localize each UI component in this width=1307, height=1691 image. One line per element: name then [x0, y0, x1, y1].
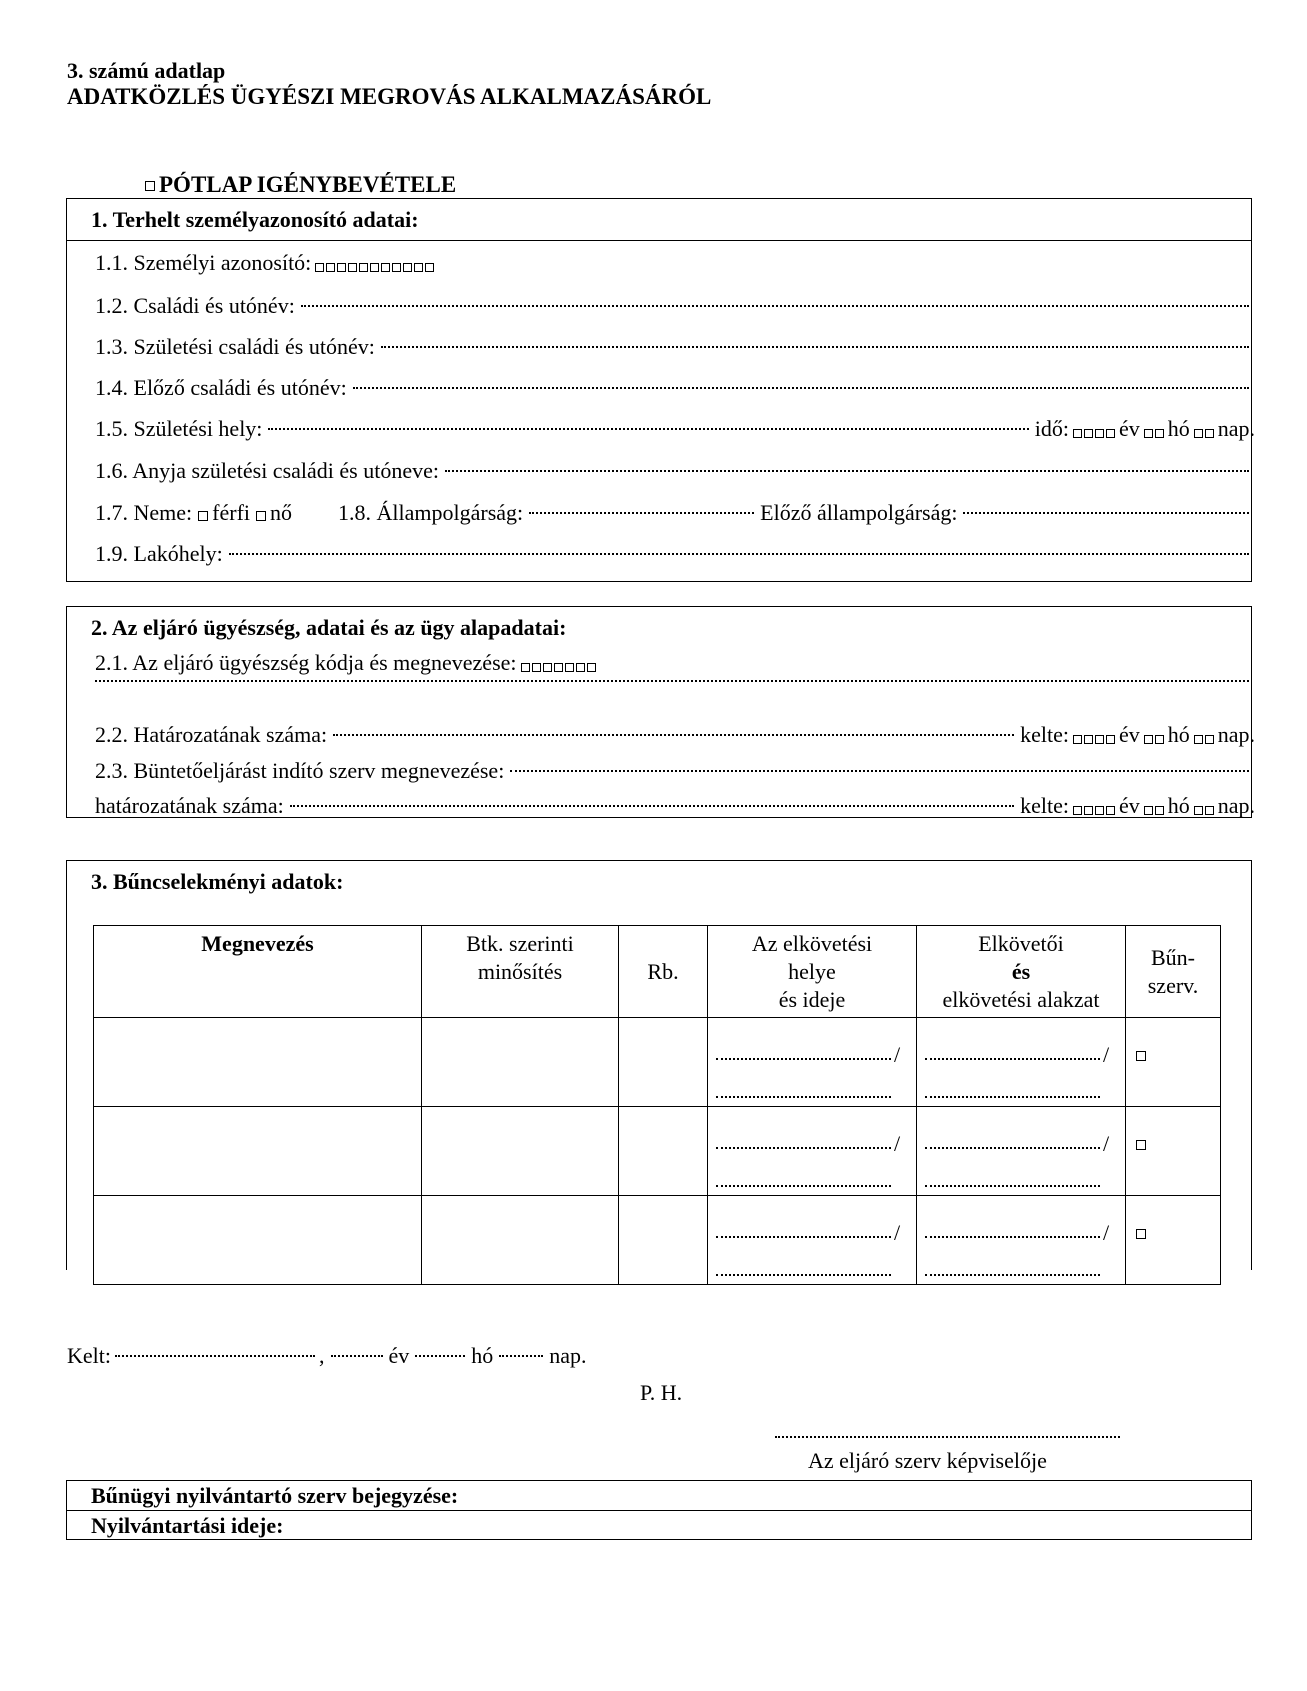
- decision-date-label: kelte:: [1020, 722, 1069, 747]
- month-label: hó: [471, 1343, 494, 1368]
- field-prosecution-code[interactable]: [95, 650, 1255, 680]
- signature-caption: Az eljáró szerv képviselője: [808, 1448, 1047, 1473]
- field-prosecution-name[interactable]: [95, 686, 1255, 716]
- slash: /: [894, 1220, 901, 1245]
- offence-table-header: [94, 926, 1221, 1018]
- col-criminal-org: Bűn- szerv.: [1126, 926, 1221, 1018]
- year-label: év: [1118, 722, 1140, 747]
- field-birth-name[interactable]: [95, 334, 1255, 364]
- day-label: nap.: [1217, 793, 1255, 818]
- decision-number-label: 2.2. Határozatának száma:: [95, 722, 328, 747]
- supplement-option[interactable]: [145, 172, 456, 198]
- female-label: nő: [270, 500, 293, 525]
- cell-classification[interactable]: [422, 1107, 619, 1196]
- prev-citizenship-label: Előző állampolgárság:: [760, 500, 958, 525]
- section3-left-border: [66, 860, 67, 1270]
- field-sex-citizenship[interactable]: [95, 500, 1255, 530]
- slash: /: [894, 1131, 901, 1156]
- slash: /: [894, 1042, 901, 1067]
- initiating-decision-label: határozatának száma:: [95, 793, 284, 818]
- section1-title: 1. Terhelt személyazonosító adatai:: [91, 207, 419, 232]
- date-line[interactable]: Kelt: , év hó nap.: [67, 1343, 587, 1368]
- field-name[interactable]: [95, 293, 1255, 323]
- initiating-body-label: 2.3. Büntetőeljárást indító szerv megnevezése:: [95, 758, 505, 783]
- table-row[interactable]: [94, 1196, 1221, 1285]
- month-label: hó: [1167, 416, 1190, 441]
- signature-line[interactable]: [775, 1436, 1120, 1438]
- document-title: ADATKÖZLÉS ÜGYÉSZI MEGROVÁS ALKALMAZÁSÁRÓL: [67, 84, 712, 109]
- stamp-placeholder: P. H.: [640, 1380, 683, 1405]
- field-residence[interactable]: [95, 541, 1255, 571]
- cell-rb[interactable]: [619, 1018, 708, 1107]
- field-initiating-body[interactable]: [95, 758, 1255, 788]
- year-label: év: [388, 1343, 410, 1368]
- month-label: hó: [1167, 793, 1190, 818]
- registry-entry-label: Bűnügyi nyilvántartó szerv bejegyzése:: [91, 1483, 459, 1508]
- birth-place-label: 1.5. Születési hely:: [95, 416, 263, 441]
- day-label: nap.: [549, 1343, 587, 1368]
- cell-name[interactable]: [94, 1018, 422, 1107]
- personal-id-boxes[interactable]: [315, 263, 434, 272]
- section1-divider: [66, 240, 1252, 241]
- field-previous-name[interactable]: [95, 375, 1255, 405]
- male-checkbox[interactable]: [198, 511, 208, 521]
- citizenship-label: 1.8. Állampolgárság:: [338, 500, 524, 525]
- section3-right-border: [1251, 860, 1252, 1270]
- offence-table: [93, 925, 1221, 1285]
- cell-classification[interactable]: [422, 1196, 619, 1285]
- registry-time-label: Nyilvántartási ideje:: [91, 1513, 284, 1538]
- kelt-label: Kelt:: [67, 1343, 111, 1368]
- col-classification: Btk. szerinti minősítés: [422, 926, 619, 1018]
- slash: /: [1103, 1220, 1110, 1245]
- table-row[interactable]: [94, 1018, 1221, 1107]
- registry-divider: [66, 1510, 1252, 1511]
- col-name: Megnevezés: [94, 926, 422, 1018]
- cell-criminal-org[interactable]: [1126, 1018, 1221, 1107]
- cell-rb[interactable]: [619, 1196, 708, 1285]
- residence-label: 1.9. Lakóhely:: [95, 541, 223, 566]
- name-label: 1.2. Családi és utónév:: [95, 293, 295, 318]
- birth-name-label: 1.3. Születési családi és utónév:: [95, 334, 375, 359]
- criminal-org-checkbox[interactable]: [1136, 1229, 1146, 1239]
- prosecution-code-label: 2.1. Az eljáró ügyészség kódja és megnevezése:: [95, 650, 517, 675]
- section2-title: 2. Az eljáró ügyészség, adatai és az ügy alapadatai:: [91, 615, 567, 640]
- female-checkbox[interactable]: [256, 511, 266, 521]
- col-perpetrator-form: Elkövetői és elkövetési alakzat: [917, 926, 1126, 1018]
- cell-name[interactable]: [94, 1196, 422, 1285]
- field-decision-number[interactable]: [95, 722, 1255, 752]
- month-label: hó: [1167, 722, 1190, 747]
- supplement-label: PÓTLAP IGÉNYBEVÉTELE: [159, 172, 457, 197]
- cell-perpetrator-form[interactable]: [917, 1018, 1126, 1107]
- sex-label: 1.7. Neme:: [95, 500, 193, 525]
- previous-name-label: 1.4. Előző családi és utónév:: [95, 375, 347, 400]
- col-rb: Rb.: [619, 926, 708, 1018]
- day-label: nap.: [1217, 722, 1255, 747]
- birth-time-label: idő:: [1034, 416, 1069, 441]
- field-initiating-decision[interactable]: [95, 793, 1255, 823]
- slash: /: [1103, 1042, 1110, 1067]
- field-birth-place-date[interactable]: [95, 416, 1255, 446]
- cell-criminal-org[interactable]: [1126, 1196, 1221, 1285]
- cell-perpetrator-form[interactable]: [917, 1196, 1126, 1285]
- cell-name[interactable]: [94, 1107, 422, 1196]
- section3-top-border: [66, 860, 1252, 861]
- cell-rb[interactable]: [619, 1107, 708, 1196]
- col-place-time: Az elkövetési helye és ideje: [708, 926, 917, 1018]
- day-label: nap.: [1217, 416, 1255, 441]
- section3-title: 3. Bűncselekményi adatok:: [91, 869, 344, 894]
- cell-place-time[interactable]: [708, 1018, 917, 1107]
- criminal-org-checkbox[interactable]: [1136, 1051, 1146, 1061]
- personal-id-label: 1.1. Személyi azonosító:: [95, 250, 312, 275]
- sheet-number: 3. számú adatlap: [67, 58, 226, 83]
- field-mother-name[interactable]: [95, 458, 1255, 488]
- supplement-checkbox[interactable]: [145, 181, 155, 191]
- criminal-org-checkbox[interactable]: [1136, 1140, 1146, 1150]
- cell-place-time[interactable]: [708, 1107, 917, 1196]
- initiating-date-label: kelte:: [1020, 793, 1069, 818]
- male-label: férfi: [212, 500, 251, 525]
- field-personal-id[interactable]: [95, 250, 1255, 280]
- mother-name-label: 1.6. Anyja születési családi és utóneve:: [95, 458, 439, 483]
- cell-place-time[interactable]: [708, 1196, 917, 1285]
- cell-classification[interactable]: [422, 1018, 619, 1107]
- year-label: év: [1118, 793, 1140, 818]
- cell-perpetrator-form[interactable]: [917, 1107, 1126, 1196]
- table-row[interactable]: [94, 1107, 1221, 1196]
- cell-criminal-org[interactable]: [1126, 1107, 1221, 1196]
- slash: /: [1103, 1131, 1110, 1156]
- year-label: év: [1118, 416, 1140, 441]
